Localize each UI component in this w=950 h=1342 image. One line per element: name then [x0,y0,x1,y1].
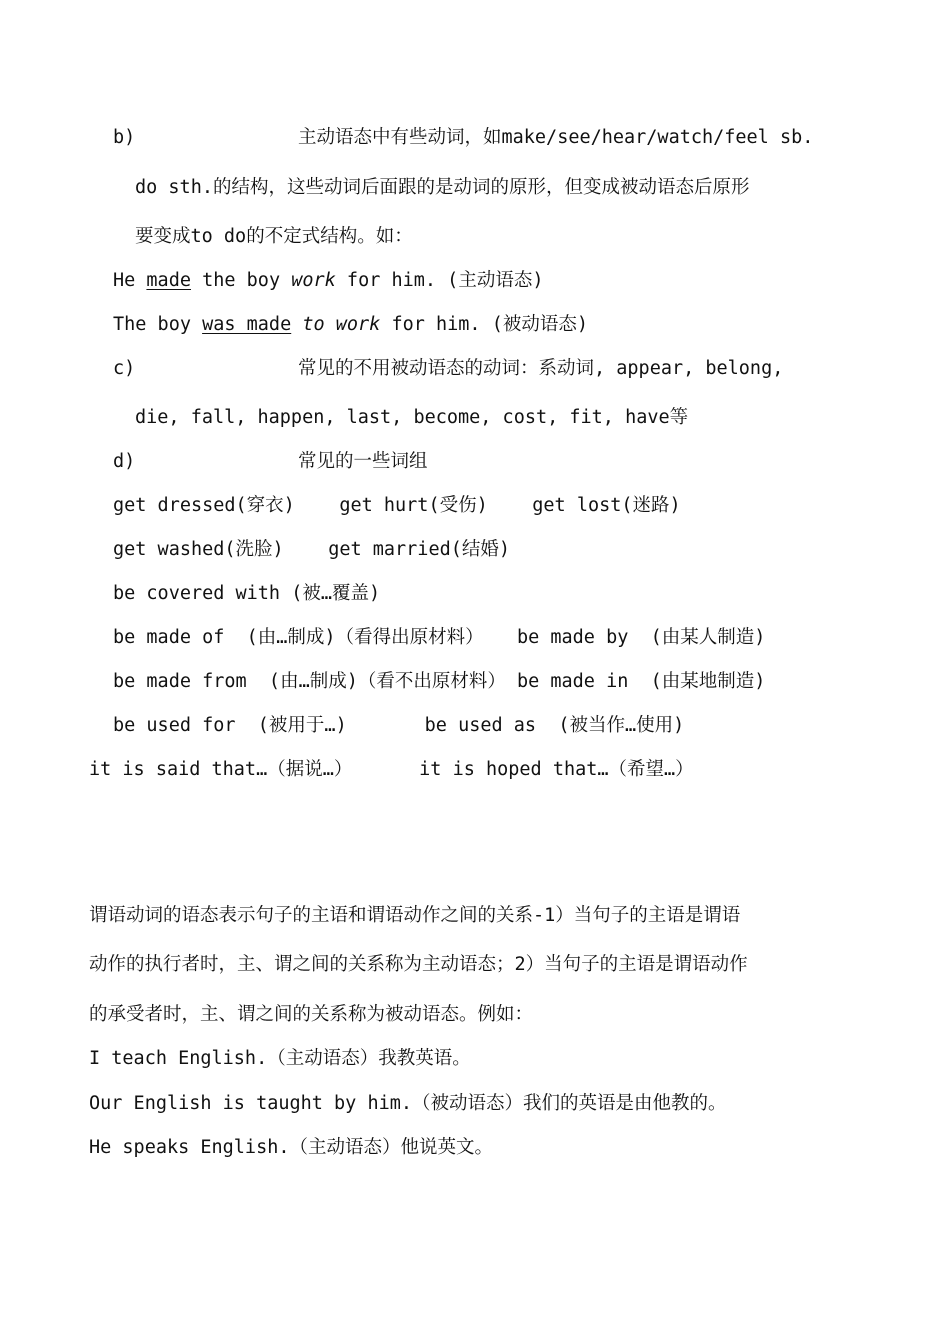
intro-line1: 谓语动词的语态表示句子的主语和谓语动作之间的关系-1）当句子的主语是谓语 [89,905,741,926]
example-passive-part3: for him. (被动语态) [380,314,588,335]
example-line: He speaks English.（主动语态）他说英文。 [89,1137,493,1158]
item-b-text-line3: 要变成to do的不定式结构。如： [135,226,413,247]
phrase-line: be made of (由…制成)（看得出原材料） be made by (由某人制造) [113,627,766,648]
example-active-italic: work [291,270,336,291]
example-active-part2: the boy [190,270,292,291]
intro-line2: 动作的执行者时，主、谓之间的关系称为主动语态；2）当句子的主语是谓语动作 [89,954,748,975]
phrase-line: get washed(洗脸) get married(结婚) [113,539,511,560]
item-d-text: 常见的一些词组 [298,451,428,472]
example-passive-part1: The boy [113,314,203,335]
example-passive-verb: was made [202,314,292,335]
intro-line3: 的承受者时，主、谓之间的关系称为被动语态。例如： [89,1004,534,1025]
example-active-part3: for him. (主动语态) [335,270,544,291]
item-b-marker: b) [113,127,136,148]
phrase-line-last: it is said that…（据说…） it is hoped that…（希望…） [89,759,694,780]
example-passive-italic: to work [302,314,381,335]
example-passive-part2 [291,314,302,335]
item-b-text-line2: do sth.的结构，这些动词后面跟的是动词的原形，但变成被动语态后原形 [135,177,750,198]
item-b-text-line1: 主动语态中有些动词，如make/see/hear/watch/feel sb. [298,127,814,148]
item-d-marker: d) [113,451,136,472]
item-c-marker: c) [113,358,136,379]
item-c-text-line2: die, fall, happen, last, become, cost, fit, have等 [135,407,689,428]
example-line: I teach English.（主动语态）我教英语。 [89,1048,471,1069]
example-line: Our English is taught by him.（被动语态）我们的英语是由他教的。 [89,1093,727,1114]
example-passive-sentence [113,313,588,337]
phrase-line: get dressed(穿衣) get hurt(受伤) get lost(迷路) [113,495,681,516]
phrase-line: be covered with (被…覆盖) [113,583,381,604]
example-active-verb: made [146,270,191,291]
phrase-line: be used for (被用于…) be used as (被当作…使用) [113,715,685,736]
example-active-sentence [113,269,543,293]
item-c-text-line1: 常见的不用被动语态的动词：系动词, appear, belong, [298,358,784,379]
phrase-line: be made from (由…制成)（看不出原材料） be made in (由某地制造) [113,671,766,692]
example-active-part1: He [113,270,147,291]
